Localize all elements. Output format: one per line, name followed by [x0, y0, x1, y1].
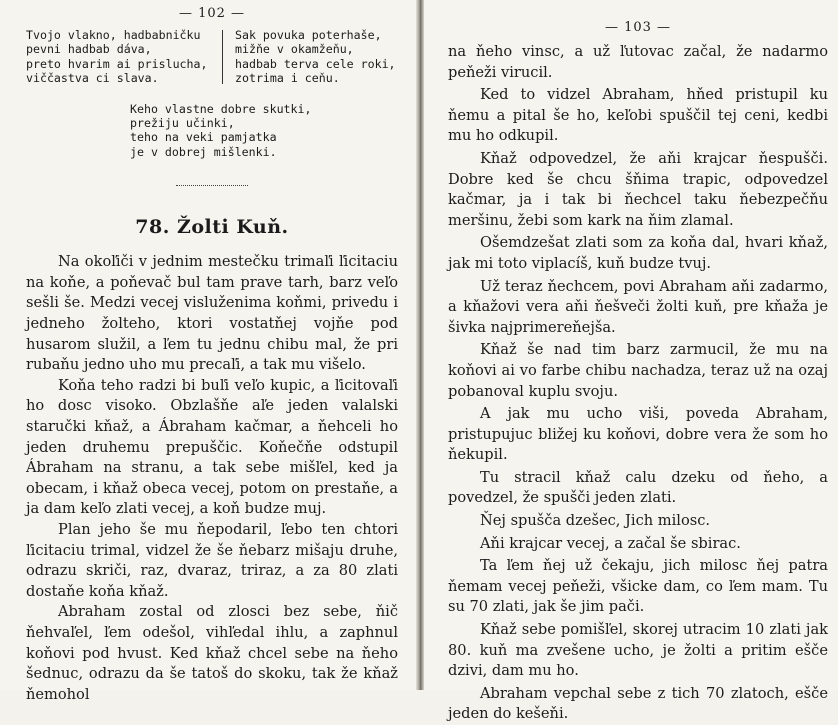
- column-divider: [222, 30, 223, 84]
- poem-column-left: [26, 28, 216, 86]
- paragraph: Kňaž še nad tim barz zarmucil, že mu na koňovi ai vo farbe chibu nachadza, teraz už na ozaj pobanoval kuplu svoju.: [448, 341, 828, 400]
- poem-column-right: [235, 28, 398, 86]
- paragraph: Ta ľem ňej už čekaju, jich milosc ňej patra ňemam vecej peňeži, všicke dam, co ľem mam. Tu su 70 zlati, jak še jim pači.: [448, 557, 828, 616]
- section-divider: [176, 185, 248, 186]
- paragraph: Ošemdzešat zlati som za koňa dal, hvari kňaž, jak mi toto viplacíš, kuň budze tvuj.: [448, 234, 828, 272]
- paragraph: Aňi krajcar vecej, a začal še sbirac.: [480, 534, 741, 552]
- paragraph: Ked to vidzel Abraham, hňed pristupil ku ňemu a pital še ho, keľobi spuščil tej ceni, kedbi mu ho odkupil.: [448, 86, 828, 145]
- paragraph: Kňaž odpovedzel, že aňi krajcar ňespušči. Dobre ked še chcu šňima trapic, odpovedzel kačmar, ja i tak bi ňechcel taku ňebezpečňu meršinu, žebi som kark na ňim zlamal.: [448, 149, 828, 229]
- chapter-body-continued: [448, 42, 828, 725]
- paragraph: Kňaž sebe pomišľel, skorej utracim 10 zlati jak 80. kuň ma zvešene ucho, je žolti a pritim ešče dzivi, dam mu ho.: [448, 621, 828, 680]
- chapter-body: [26, 252, 398, 705]
- paragraph: Na okoľiči v jednim mestečku trimaľi ľicitaciu na koňe, a poňevač bul tam prave tarh, barz veľo sešli še. Medzi vecej visluženima koňmi, privedu i jedneho žolteho, ktori vostatňej vojňe pod husarom služil, a ľem tu jednu chibu mal, že pri rubaňu jedno uho mu precaľi, a tak mu višelo.: [26, 253, 398, 374]
- poem-line: Sak povuka poterhaše,: [235, 28, 382, 42]
- paragraph: Plan jeho še mu ňepodaril, ľebo ten chtori ľicitaciu trimal, vidzel že še ňebarz mišaju druhe, odrazu skriči, raz, dvaraz, triraz, a za 80 zlati dostaňe koňa kňaž.: [26, 520, 398, 600]
- poem-closing-stanza: [130, 102, 398, 160]
- poem-stanzas: [26, 28, 398, 86]
- poem-line: viččastva ci slava.: [26, 71, 159, 86]
- poem-line: hadbab terva cele roki,: [235, 56, 396, 71]
- poem-line: Tvojo vlakno, hadbabničku: [26, 28, 201, 42]
- poem-line: preto hvarim ai prislucha,: [26, 56, 208, 71]
- paragraph: Abraham vepchal sebe z tich 70 zlatoch, ešče jeden do kešeňi.: [448, 684, 828, 723]
- paragraph: Ňej spušča dzešec, Jich milosc.: [480, 512, 711, 530]
- poem-line: Keho vlastne dobre skutki,: [130, 101, 312, 116]
- paragraph: na ňeho vinsc, a už ľutovac začal, že nadarmo peňeži virucil.: [448, 43, 828, 81]
- paragraph: Abraham zostal od zlosci bez sebe, ňič ňehvaľel, ľem odešol, vihľedal ihlu, a zaphnul koňovi pod hvust. Ked kňaž chcel sebe na ňeho šednuc, odrazu da še tatoš do skoku, tak že kňaž ňemohol: [26, 603, 398, 703]
- paragraph: Tu stracil kňaž calu dzeku od ňeho, a povedzel, že spušči jeden zlati.: [448, 468, 828, 507]
- page-number: — 102 —: [178, 6, 246, 21]
- poem-line: teho na veki pamjatka: [130, 130, 277, 145]
- left-page: [0, 0, 416, 703]
- poem-line: zotrima i ceňu.: [235, 71, 340, 86]
- paragraph: Už teraz ňechcem, povi Abraham aňi zadarmo, a kňažovi vera aňi ňešveči žolti kuň, pre kňaža je šivka najprimereňejša.: [448, 277, 828, 336]
- paragraph: Koňa teho radzi bi buľi veľo kupic, a ľicitovaľi ho dosc visoko. Obzlašňe aľe jeden valalski staručki kňaž, a Ábraham kačmar, a ňehceli ho jeden druhemu prepuščic. Koňečňe odstupil Ábraham na stranu, a tak sebe mišľel, ked ja obecam, i kňaž obeca vecej, potom on prestaňe, a ja dam keľo zlati vecej, a koň budze muj.: [26, 376, 398, 518]
- paragraph: A jak mu ucho viši, poveda Abraham, pristupujuc bližej ku koňovi, dobre vera že som ho ňekupil.: [448, 405, 828, 464]
- poem-line: prežiju učinki,: [130, 116, 235, 131]
- poem-line: mižňe v okamžeňu,: [235, 42, 354, 57]
- poem-line: je v dobrej mišlenki.: [130, 144, 277, 159]
- poem-line: pevni hadbab dáva,: [26, 42, 152, 57]
- page-number: — 103 —: [604, 20, 672, 35]
- right-page: [424, 0, 838, 723]
- book-gutter: [416, 0, 424, 690]
- chapter-title: 78. Žolti Kuň.: [135, 216, 289, 239]
